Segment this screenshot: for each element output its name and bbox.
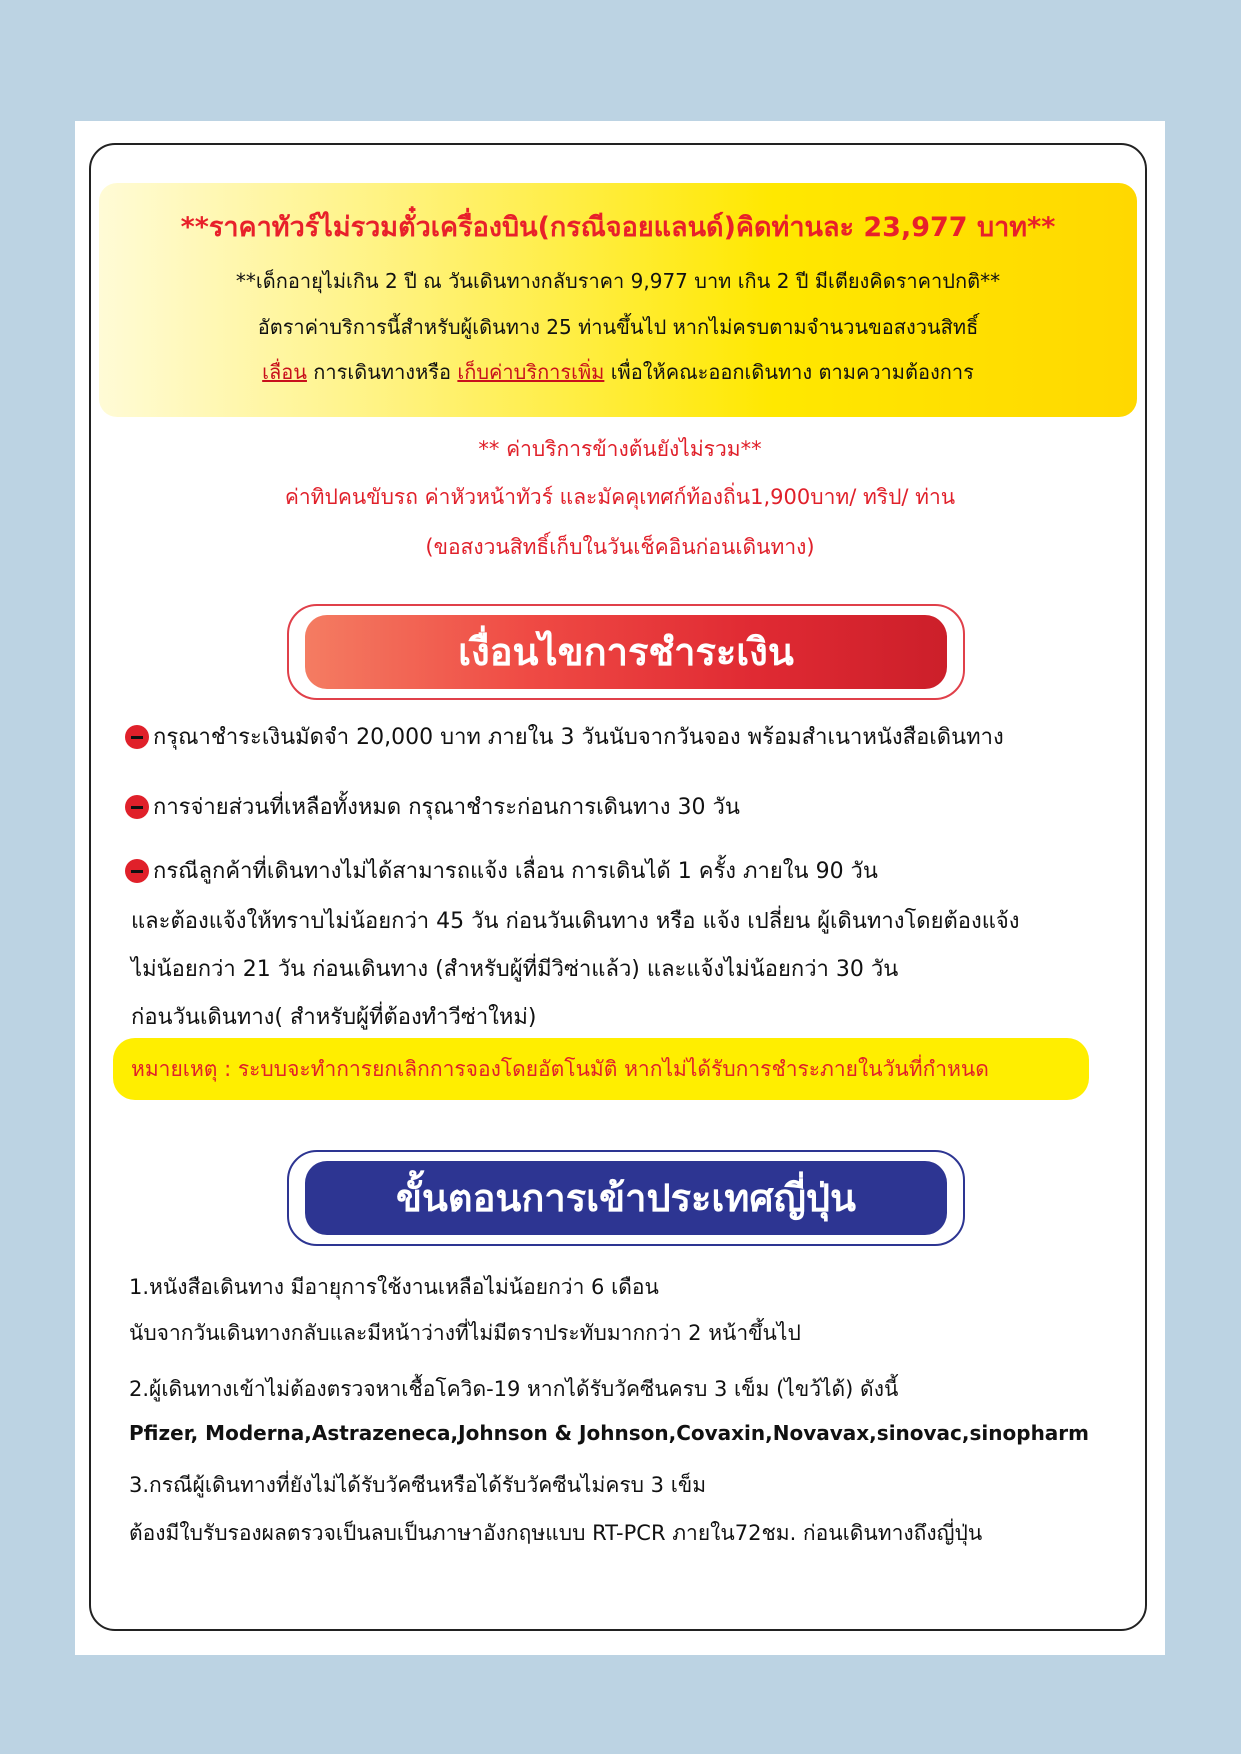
payment-item — [125, 719, 1004, 754]
group-size-note: อัตราค่าบริการนี้สำหรับผู้เดินทาง 25 ท่านขึ้นไป หากไม่ครบตามจำนวนขอสงวนสิทธิ์ — [257, 315, 979, 339]
auto-cancel-note: หมายเหตุ : ระบบจะทำการยกเลิกการจองโดยอัตโนมัติ หากไม่ได้รับการชำระภายในวันที่กำหนด — [131, 1057, 989, 1081]
postpone-tail: เพื่อให้คณะออกเดินทาง ตามความต้องการ — [604, 360, 974, 384]
payment-item-text: กรณีลูกค้าที่เดินทางไม่ได้สามารถแจ้ง เลื่อน การเดินได้ 1 ครั้ง ภายใน 90 วัน — [153, 859, 878, 884]
auto-cancel-note-box — [113, 1038, 1089, 1100]
child-price-note: **เด็กอายุไม่เกิน 2 ปี ณ วันเดินทางกลับราคา 9,977 บาท เกิน 2 ปี มีเตียงคิดราคาปกติ** — [235, 269, 1001, 293]
payment-banner-title: เงื่อนไขการชำระเงิน — [305, 615, 947, 689]
payment-banner — [287, 604, 965, 700]
vaccine-list: Pfizer, Moderna,Astrazeneca,Johnson & Johnson,Covaxin,Novavax,sinovac,sinopharm — [129, 1421, 1089, 1445]
postpone-note — [99, 356, 1137, 388]
entry-line: 2.ผู้เดินทางเข้าไม่ต้องตรวจหาเชื้อโควิด-19 หากได้รับวัคซีนครบ 3 เข็ม (ไขว้ได้) ดังนี้ — [129, 1377, 899, 1401]
entry-banner — [287, 1150, 965, 1246]
extras-reserve: (ขอสงวนสิทธิ์เก็บในวันเช็คอินก่อนเดินทาง) — [425, 535, 815, 559]
minus-bullet-icon — [125, 859, 149, 883]
payment-item — [125, 853, 878, 888]
extras-tips: ค่าทิปคนขับรถ ค่าหัวหน้าทัวร์ และมัคคุเทศก์ท้องถิ่น1,900บาท/ ทริป/ ท่าน — [284, 485, 956, 509]
minus-bullet-icon — [125, 725, 149, 749]
entry-line: นับจากวันเดินทางกลับและมีหน้าว่างที่ไม่มีตราประทับมากกว่า 2 หน้าขึ้นไป — [129, 1321, 801, 1345]
entry-banner-title: ขั้นตอนการเข้าประเทศญี่ปุ่น — [305, 1161, 947, 1235]
entry-line: 3.กรณีผู้เดินทางที่ยังไม่ได้รับวัคซีนหรือได้รับวัคซีนไม่ครบ 3 เข็ม — [129, 1473, 707, 1497]
payment-continuation: และต้องแจ้งให้ทราบไม่น้อยกว่า 45 วัน ก่อนวันเดินทาง หรือ แจ้ง เปลี่ยน ผู้เดินทางโดยต้องแจ้ง — [131, 909, 1020, 934]
postpone-mid: การเดินทางหรือ — [306, 360, 458, 384]
postpone-word: เลื่อน — [262, 360, 307, 384]
entry-line: 1.หนังสือเดินทาง มีอายุการใช้งานเหลือไม่น้อยกว่า 6 เดือน — [129, 1275, 659, 1299]
payment-item-text: การจ่ายส่วนที่เหลือทั้งหมด กรุณาชำระก่อนการเดินทาง 30 วัน — [153, 795, 740, 820]
extra-fee-word: เก็บค่าบริการเพิ่ม — [457, 360, 605, 384]
minus-bullet-icon — [125, 795, 149, 819]
info-sheet — [75, 121, 1165, 1655]
entry-line: ต้องมีใบรับรองผลตรวจเป็นลบเป็นภาษาอังกฤษแบบ RT-PCR ภายใน72ชม. ก่อนเดินทางถึงญี่ปุ่น — [129, 1521, 983, 1545]
price-title: **ราคาทัวร์ไม่รวมตั๋วเครื่องบิน(กรณีจอยแลนด์)คิดท่านละ 23,977 บาท** — [180, 212, 1056, 243]
payment-item-text: กรุณาชำระเงินมัดจำ 20,000 บาท ภายใน 3 วันนับจากวันจอง พร้อมสำเนาหนังสือเดินทาง — [153, 725, 1004, 750]
price-box — [99, 183, 1137, 417]
extras-heading: ** ค่าบริการข้างต้นยังไม่รวม** — [478, 437, 762, 461]
payment-item — [125, 789, 740, 824]
payment-continuation: ก่อนวันเดินทาง( สำหรับผู้ที่ต้องทำวีซ่าใหม่) — [131, 1005, 537, 1030]
payment-continuation: ไม่น้อยกว่า 21 วัน ก่อนเดินทาง (สำหรับผู้ที่มีวิซ่าแล้ว) และแจ้งไม่น้อยกว่า 30 วัน — [131, 957, 899, 982]
